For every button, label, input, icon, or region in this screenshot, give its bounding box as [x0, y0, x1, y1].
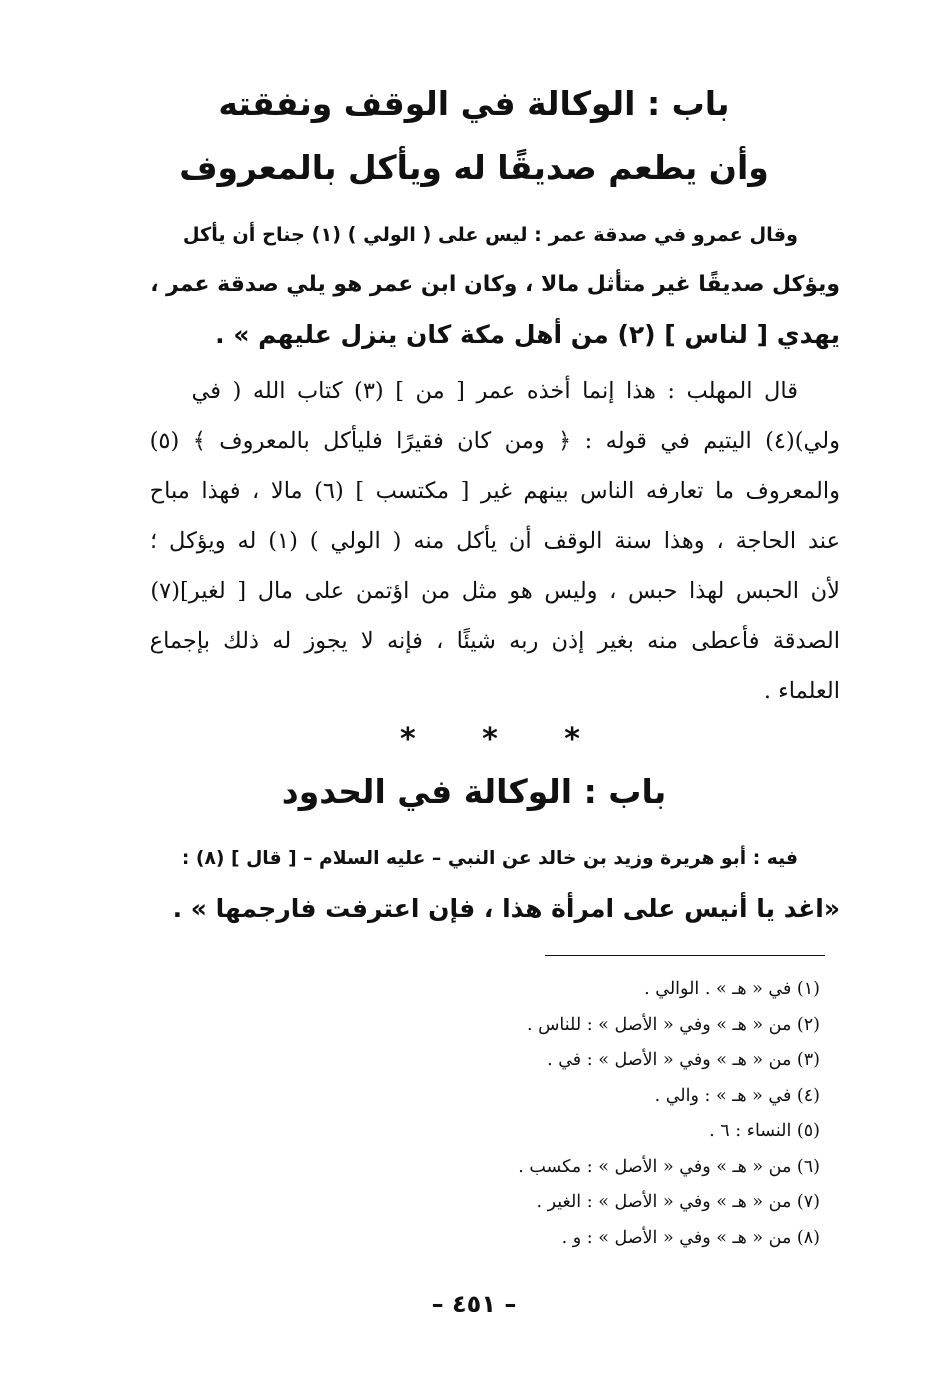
text-line: ولي)(٤) اليتيم في قوله : ﴿ ومن كان فقيرًا فليأكل بالمعروف ﴾ (٥) [150, 428, 840, 454]
footnote: (٦) من « هـ » وفي « الأصل » : مكسب . [518, 1156, 820, 1177]
page-number: – ٤٥١ – [431, 1290, 517, 1318]
text-line: قال المهلب : هذا إنما أخذه عمر [ من ] (٣) كتاب الله ( في [191, 378, 798, 404]
footnote: (٨) من « هـ » وفي « الأصل » : و . [561, 1227, 820, 1248]
footnote: (٣) من « هـ » وفي « الأصل » : في . [547, 1050, 820, 1070]
chapter-title-line-2: وأن يطعم صديقًا له ويأكل بالمعروف [179, 148, 769, 187]
text-line: عند الحاجة ، وهذا سنة الوقف أن يأكل منه ( الولي ) (١) له ويؤكل ؛ [150, 528, 840, 554]
text-line: العلماء . [763, 678, 840, 704]
footnote: (٥) النساء : ٦ . [709, 1121, 820, 1141]
chapter-1-hadith [150, 210, 840, 360]
separator-star: * [482, 722, 498, 757]
text-line: الصدقة فأعطى منه بغير إذن ربه شيئًا ، فإنه لا يجوز له ذلك بإجماع [150, 628, 840, 654]
footnote: (٤) في « هـ » : والي . [654, 1085, 820, 1106]
text-line: لأن الحبس لهذا حبس ، وليس هو مثل من اؤتمن على مال [ لغير](٧) [150, 578, 840, 604]
footnote-divider [545, 955, 825, 956]
chapter-title-line-1: باب : الوكالة في الوقف ونفقته [218, 84, 730, 123]
text-line: وقال عمرو في صدقة عمر : ليس على ( الولي ) (١) جناح أن يأكل [182, 223, 798, 246]
footnote: (٧) من « هـ » وفي « الأصل » : الغير . [536, 1192, 820, 1212]
footnote: (١) في « هـ » . الوالي . [644, 979, 820, 999]
text-line: فيه : أبو هريرة وزيد بن خالد عن النبي – عليه السلام – [ قال ] (٨) : [181, 848, 798, 869]
separator-star: * [564, 722, 580, 757]
chapter-2-title: باب : الوكالة في الحدود [281, 772, 667, 811]
text-line: ويؤكل صديقًا غير متأثل مالا ، وكان ابن عمر هو يلي صدقة عمر ، [150, 272, 840, 297]
section-separator [400, 722, 580, 757]
text-line: «اغد يا أنيس على امرأة هذا ، فإن اعترفت فارجمها » . [172, 894, 840, 923]
text-line: يهدي [ لناس ] (٢) من أهل مكة كان ينزل عليهم » . [215, 320, 840, 349]
footnote: (٢) من « هـ » وفي « الأصل » : للناس . [526, 1014, 820, 1035]
separator-star: * [400, 722, 416, 757]
text-line: والمعروف ما تعارفه الناس بينهم غير [ مكتسب ] (٦) مالا ، فهذا مباح [150, 478, 840, 504]
chapter-2-hadith [150, 834, 840, 934]
footnotes [400, 972, 820, 1256]
commentary-paragraph [150, 366, 840, 716]
